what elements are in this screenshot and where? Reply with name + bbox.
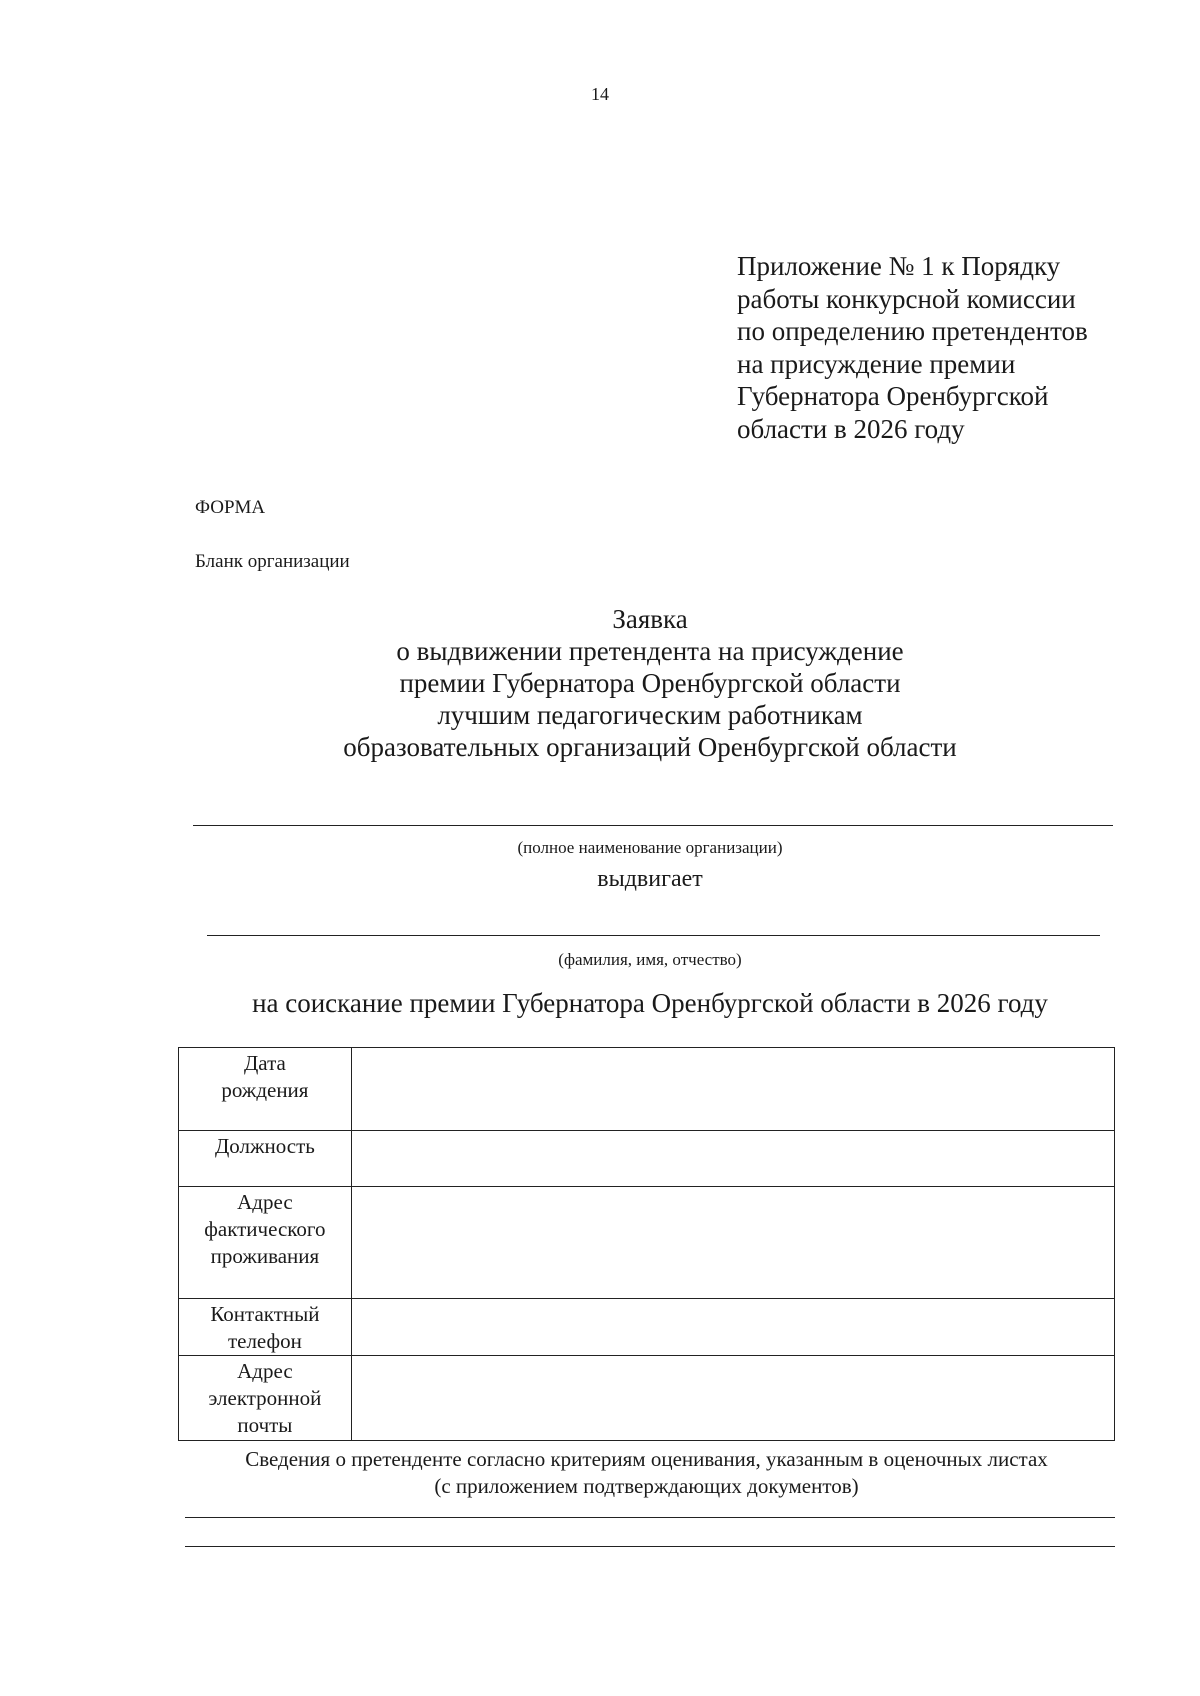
label-line: Контактный — [210, 1302, 320, 1326]
label-line: проживания — [210, 1244, 320, 1268]
nominates-text: выдвигает — [597, 866, 703, 892]
fio-caption: (фамилия, имя, отчество) — [558, 950, 742, 969]
table-row — [179, 1048, 1115, 1131]
label-line: электронной — [208, 1386, 322, 1410]
title-line: образовательных организаций Оренбургской области — [343, 732, 957, 762]
row-label-position — [179, 1131, 352, 1187]
birth-date-field[interactable] — [351, 1048, 1114, 1131]
label-line: рождения — [221, 1078, 309, 1102]
label-line: телефон — [227, 1329, 302, 1353]
page-number: 14 — [591, 84, 609, 104]
form-label: ФОРМА — [195, 497, 266, 518]
position-field[interactable] — [351, 1131, 1114, 1187]
appendix-line: на присуждение премии — [737, 348, 1016, 379]
organization-name-caption: (полное наименование организации) — [517, 838, 783, 857]
label-line: фактического — [204, 1217, 326, 1241]
organization-blank-label: Бланк организации — [195, 551, 350, 572]
row-label-phone — [179, 1299, 352, 1356]
appendix-line: Приложение № 1 к Порядку — [737, 251, 1061, 281]
info-line-2[interactable] — [185, 1546, 1115, 1547]
document-title — [0, 603, 1200, 763]
info-heading-line: (с приложением подтверждающих документов) — [434, 1474, 859, 1498]
table-row — [179, 1356, 1115, 1441]
label-line: Адрес — [237, 1359, 293, 1383]
row-label-address — [179, 1187, 352, 1299]
label-line: почты — [237, 1413, 293, 1437]
title-line: Заявка — [612, 604, 688, 634]
candidate-info-table — [178, 1047, 1115, 1441]
appendix-line: по определению претендентов — [737, 316, 1088, 346]
info-line-1[interactable] — [185, 1517, 1115, 1518]
competition-line: на соискание премии Губернатора Оренбургской области в 2026 году — [252, 988, 1048, 1018]
row-label-email — [179, 1356, 352, 1441]
phone-field[interactable] — [351, 1299, 1114, 1356]
title-line: премии Губернатора Оренбургской области — [399, 668, 901, 698]
organization-name-line[interactable] — [193, 825, 1113, 826]
table-row — [179, 1131, 1115, 1187]
table-row — [179, 1187, 1115, 1299]
label-line: Адрес — [237, 1190, 293, 1214]
title-line: о выдвижении претендента на присуждение — [396, 636, 904, 666]
appendix-line: работы конкурсной комиссии — [737, 283, 1076, 314]
info-heading-line: Сведения о претенденте согласно критериям оценивания, указанным в оценочных листах — [245, 1447, 1048, 1471]
email-field[interactable] — [351, 1356, 1114, 1441]
label-line: Дата — [243, 1051, 286, 1075]
table-row — [179, 1299, 1115, 1356]
fio-line[interactable] — [207, 935, 1100, 936]
appendix-line: Губернатора Оренбургской — [737, 381, 1049, 411]
address-field[interactable] — [351, 1187, 1114, 1299]
candidate-info-heading — [178, 1446, 1115, 1500]
row-label-birth-date — [179, 1048, 352, 1131]
label-line: Должность — [214, 1134, 315, 1158]
title-line: лучшим педагогическим работникам — [437, 700, 863, 730]
appendix-reference — [737, 250, 1157, 445]
appendix-line: области в 2026 году — [737, 413, 965, 444]
